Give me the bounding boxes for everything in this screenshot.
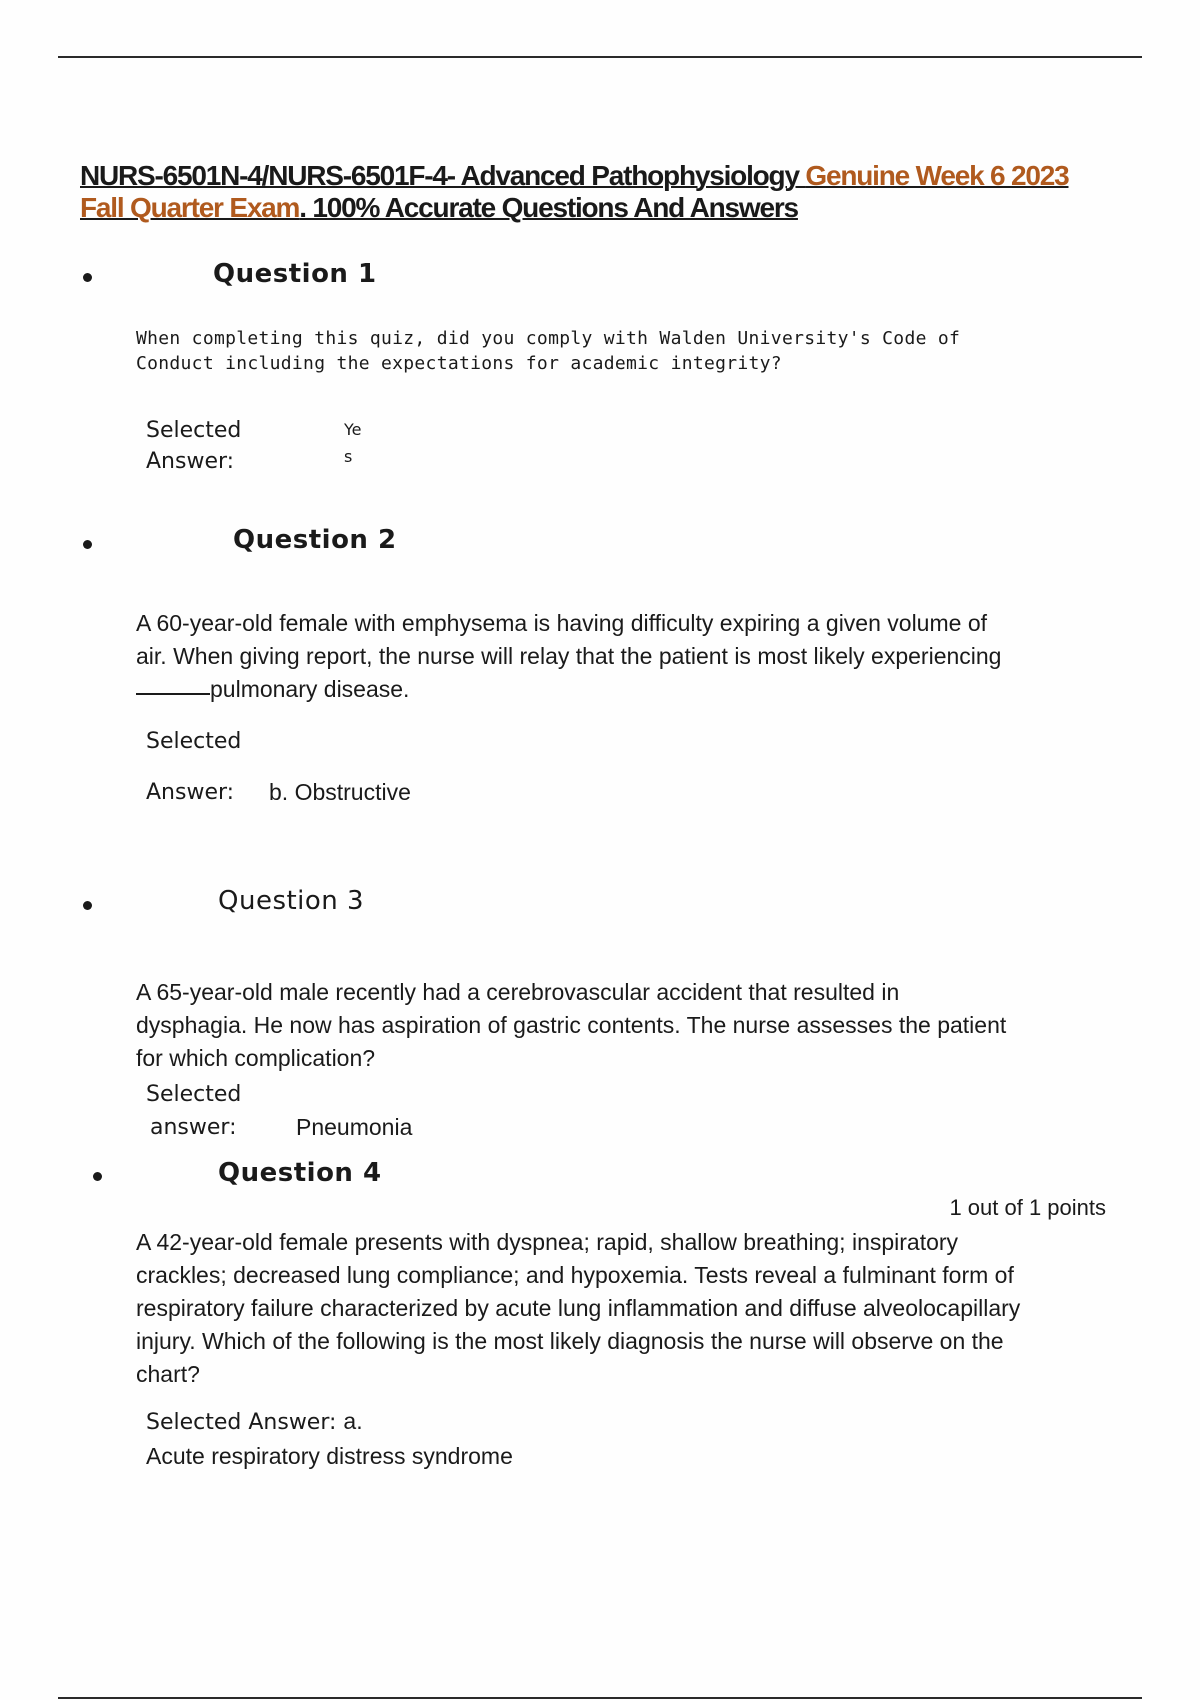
question-2-text-after: pulmonary disease. xyxy=(210,676,410,702)
question-1-selected-label xyxy=(146,415,241,477)
question-3-heading: Question 3 xyxy=(218,886,365,916)
title-part-2: . 100% Accurate Questions And Answers xyxy=(299,192,798,223)
question-4-text: A 42-year-old female presents with dyspnea; rapid, shallow breathing; inspiratory crackles; decreased lung compliance; and hypoxemia. Tests reveal a fulminant form of respiratory failure characterized by acute lung inflammation and diffuse alveolocapillary injury. Which of the following is the most likely diagnosis the nurse will observe on the chart? xyxy=(136,1229,1021,1387)
fill-in-blank xyxy=(136,693,210,695)
question-1-text: When completing this quiz, did you comply with Walden University's Code of Conduct including the expectations for academic integrity? xyxy=(136,328,961,374)
bullet-question-3 xyxy=(83,901,92,910)
selected-label-line-2: Answer: xyxy=(146,449,235,474)
question-1-heading: Question 1 xyxy=(213,259,377,289)
question-4-selected-answer xyxy=(146,1408,363,1435)
document-title xyxy=(80,160,1080,224)
question-2-text-before: A 60-year-old female with emphysema is having difficulty expiring a given volume of air. When giving report, the nurse will relay that the patient is most likely experiencing xyxy=(136,610,1002,669)
title-highlight: Genuine Week 6 2023 Fall Quarter Exam xyxy=(80,160,1069,223)
question-3-answer: Pneumonia xyxy=(296,1114,413,1140)
selected-label-line-1: Selected xyxy=(146,418,242,443)
bottom-rule xyxy=(58,1697,1142,1699)
answer-letter: a. xyxy=(343,1408,363,1434)
question-2-answer-label: Answer: xyxy=(146,780,235,805)
answer-line-2: s xyxy=(344,447,353,466)
question-2-selected-label: Selected xyxy=(146,729,242,754)
question-2-heading: Question 2 xyxy=(233,525,397,555)
bullet-question-1 xyxy=(83,273,92,282)
bullet-question-4 xyxy=(93,1172,102,1181)
question-4-points: 1 out of 1 points xyxy=(949,1195,1106,1220)
question-1-answer xyxy=(344,416,362,470)
question-3-selected-label: Selected xyxy=(146,1082,242,1107)
question-3-answer-label: answer: xyxy=(150,1115,237,1140)
question-2-answer: b. Obstructive xyxy=(269,779,411,805)
bullet-question-2 xyxy=(83,540,92,549)
question-3-text: A 65-year-old male recently had a cerebrovascular accident that resulted in dysphagia. He now has aspiration of gastric contents. The nurse assesses the patient for which complication? xyxy=(136,979,1007,1071)
selected-answer-label: Selected Answer: xyxy=(146,1410,337,1435)
question-4-answer: Acute respiratory distress syndrome xyxy=(146,1443,513,1469)
top-rule xyxy=(58,56,1142,58)
answer-line-1: Ye xyxy=(344,420,362,439)
question-4-heading: Question 4 xyxy=(218,1158,382,1188)
title-part-1: NURS-6501N-4/NURS-6501F-4- Advanced Pathophysiology xyxy=(80,160,806,191)
question-2-text xyxy=(136,607,1016,706)
